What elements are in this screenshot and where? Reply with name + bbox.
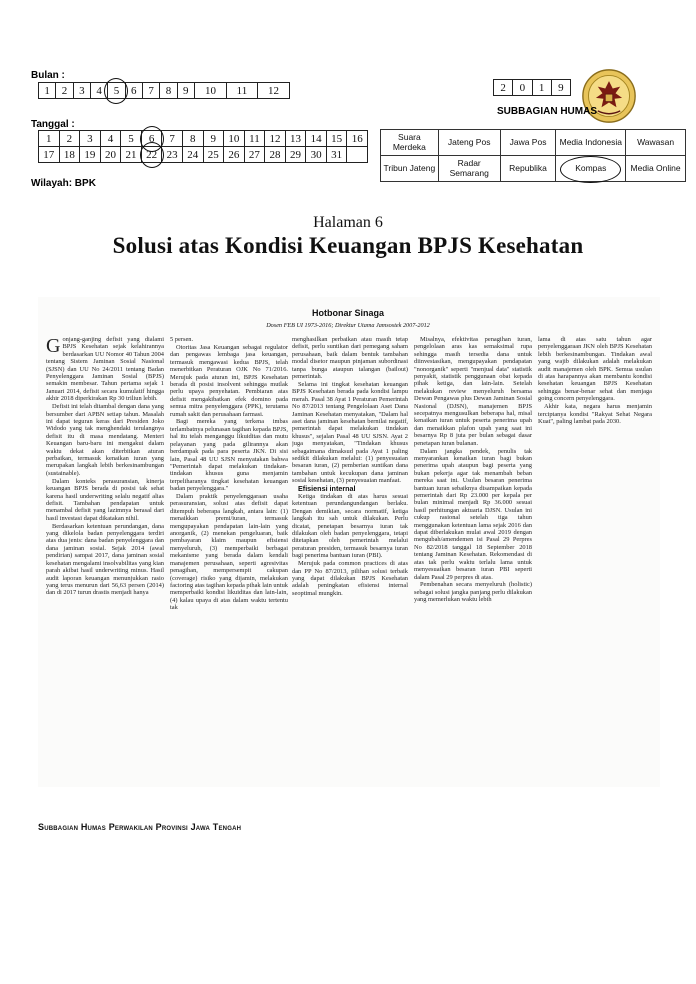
bulan-grid [38, 82, 290, 99]
grid-cell: 1 [39, 83, 56, 99]
grid-cell: 1 [39, 131, 60, 147]
year-digit: 9 [551, 80, 570, 96]
wilayah-label: Wilayah: BPK [31, 178, 96, 189]
grid-cell: 30 [306, 147, 327, 163]
grid-cell: 3 [73, 83, 90, 99]
paragraph: menghasilkan perbaikan atau masih tetap defisit, perlu suntikan dari pemegang saham perusahaan, baik dalam bentuk tambahan modal disetor maupun pinjaman subordinasi tanpa bunga ataupun talangan (bailout) pemerintah. [292, 336, 408, 381]
article-column-2 [170, 336, 288, 784]
grid-cell: 15 [326, 131, 347, 147]
grid-cell: 18 [59, 147, 80, 163]
grid-cell: 21 [121, 147, 142, 163]
media-table [380, 129, 686, 182]
footer-office: Subbagian Humas Perwakilan Provinsi Jawa Tengah [38, 822, 242, 832]
article-column-4 [414, 336, 532, 784]
grid-cell: 2 [59, 131, 80, 147]
tanggal-label: Tanggal : [31, 119, 75, 130]
paragraph: Berdasarkan ketentuan perundangan, dana yang dikelola badan penyelenggara terdiri atas dua jenis: dana badan penyelenggara dan dana jaminan sosial. Sejak 2014 (awal pendirian) sampai 2017, dana jaminan sosial kesehatan mengalami insolvabilitas yang kian parah akibat hasil underwriting minus. Hasil audit laporan keuangan menunjukkan rasio yang terus menurun dari 56,63 persen (2014) dan di 2017 turun drastis menjadi hanya [46, 522, 164, 597]
media-jawa-pos: Jawa Pos [500, 130, 556, 156]
paragraph: Misalnya, efektivitas penagihan iuran, pengelolaan aras kas semaksimal rupa sehingga masih tersedia dana untuk diinvestasikan, mengupayakan pendapatan "nonorganik" seperti "menjual data" statistik penyakit, statistik penggunaan obat kepada pihak ketiga, dan lain-lain. Setelah melakukan review menyeluruh bersama Dewan Pengawas plus Dewan Jaminan Sosial Nasional (DJSN), manajemen BPJS secepatnya mengusulkan beberapa hal, misal kenaikan iuran untuk peserta penerima upah dan menaikkan plafon upah yang saat ini besarnya Rp 8 juta per bulan sebagai dasar penetapan iuran bulanan. [414, 336, 532, 447]
author-name: Hotbonar Sinaga [311, 308, 384, 318]
grid-cell: 16 [347, 131, 368, 147]
section-subheading: Efisiensi internal [298, 484, 356, 494]
paragraph: Bagi mereka yang terkena imbas terlambatnya pelunasan tagihan kepada BPJS, hal itu telah menganggu likuiditas dan mutu pelayanan yang pada gilirannya akan berdampak pada para peserta JKN. Di sisi lain, Pasal 48 UU SJSN menyatakan bahwa "Pemerintah dapat melakukan tindakan-tindakan khusus guna menjamin terpeliharanya tingkat kesehatan keuangan badan penyelenggara." [170, 418, 288, 493]
article-column-3 [292, 336, 408, 784]
grid-cell: 12 [265, 131, 286, 147]
grid-cell: 8 [182, 131, 203, 147]
grid-cell: 28 [265, 147, 286, 163]
grid-cell [347, 147, 368, 163]
paragraph: Dalam jangka pendek, penulis tak menyarankan kenaikan iuran bagi bukan penerima upah ataupun bagi peserta yang bukan pekerja agar tak menambah beban mereka saat ini. Usulan besaran penerima bantuan iuran sebaiknya disampaikan kepada pemerintah dari Rp 23.000 per kepala per bulan minimal menjadi Rp 36.000 sesuai hasil perhitungan aktuaria DJSN. Usulan ini cukup rasional setelah tiga tahun menggunakan ketentuan lama sejak 2016 dan dapat diberlakukan mulai awal 2019 dengan mengubah/amendemen isi Pasal 29 Perpres No 82/2018 tanggal 18 September 2018 tentang Jaminan Kesehatan. Rekomendasi di atas tak perlu waktu terlalu lama untuk menyesuaikan besaran iuran PBI seperti dalam Pasal 29 perpres di atas. [414, 447, 532, 581]
grid-cell: 10 [224, 131, 245, 147]
article-column-5 [538, 336, 652, 536]
media-kompas: Kompas [556, 156, 626, 182]
grid-cell: 6 [125, 83, 142, 99]
grid-cell: 4 [100, 131, 121, 147]
paragraph: 5 persen. [170, 336, 194, 343]
grid-cell: 23 [162, 147, 183, 163]
paragraph: Gonjang-ganjing defisit yang dialami BPJS Kesehatan sejak kelahirannya berdasarkan UU Nomor 40 Tahun 2004 tentang Sistem Jaminan Sosial Nasional (SJSN) dan UU No 24/2011 tentang Badan Penyelenggara Jaminan Sosial (BPJS) semakin membesar. Tahun pertama sejak 1 Januari 2014, defisit secara kumulatif hingga akhir 2018 diperkirakan Rp 30 triliun lebih. [46, 336, 164, 403]
garuda-emblem-icon [581, 68, 637, 129]
paragraph: Otoritas Jasa Keuangan sebagai regulator dan pengawas lembaga jasa keuangan, termasuk mengawasi kedua BPJS, telah menerbitkan Peraturan OJK No 71/2016. Merujuk pada aturan ini, BPJS Kesehatan berada di posisi insolvent sehingga mutlak perlu upaya penyehatan. Pembiaran atas defisit mengakibatkan efek domino pada semua mitra penyelenggara (PPK), terutama rumah sakit dan perusahaan farmasi. [170, 343, 288, 418]
year-digit: 1 [532, 80, 551, 96]
grid-cell: 25 [203, 147, 224, 163]
media-media-online: Media Online [626, 156, 686, 182]
article-column-1 [46, 336, 164, 784]
grid-cell: 27 [244, 147, 265, 163]
grid-cell: 26 [224, 147, 245, 163]
paragraph: Ketiga tindakan di atas harus sesuai ketentuan perundangundangan berlaku. Dengan demikian, secara normatif, ketiga langkah itu sah untuk dilakukan. Perlu dicatat, penetapan besarnya iuran tak dilakukan oleh badan penyelenggara, tetapi ditetapkan oleh pemerintah melalui peraturan presiden, termasuk besarnya iuran bagi penerima bantuan iuran (PBI). [292, 493, 408, 560]
headline: Solusi atas Kondisi Keuangan BPJS Kesehatan [112, 233, 584, 258]
page-number: Halaman 6 [313, 214, 383, 231]
grid-cell: 11 [244, 131, 265, 147]
paragraph: Pembenahan secara menyeluruh (holistic) sebagai solusi jangka panjang perlu dilakukan yang memerlukan waktu lebih [414, 581, 532, 604]
grid-cell: 29 [285, 147, 306, 163]
subbagian-title: SUBBAGIAN HUMAS [497, 106, 597, 117]
grid-cell: 31 [326, 147, 347, 163]
grid-cell: 2 [56, 83, 73, 99]
grid-cell: 4 [90, 83, 107, 99]
year-box [493, 79, 571, 96]
author-description: Dosen FEB UI 1973-2016; Direktur Utama Jamsostek 2007-2012 [266, 322, 430, 329]
paragraph: Akhir kata, negara harus menjamin terciptanya kondisi "Rakyat Sehat Negara Kuat", paling lambat pada 2030. [538, 403, 652, 425]
grid-cell: 9 [177, 83, 194, 99]
bulan-label: Bulan : [31, 70, 65, 81]
media-radar-semarang: Radar Semarang [438, 156, 500, 182]
media-suara-merdeka: Suara Merdeka [381, 130, 439, 156]
grid-cell: 19 [80, 147, 101, 163]
grid-cell: 13 [285, 131, 306, 147]
grid-cell: 12 [257, 83, 289, 99]
tanggal-grid [38, 130, 368, 163]
grid-cell: 7 [142, 83, 159, 99]
grid-cell: 20 [100, 147, 121, 163]
paragraph: Dalam konteks perasuransian, kinerja keuangan BPJS berada di posisi tak sehat karena hasil underwriting selalu negatif alias defisit. Tambahan pendapatan untuk menambal defisit yang lazimnya berasal dari hasil investasi dapat dikatakan nihil. [46, 477, 164, 522]
grid-cell: 11 [226, 83, 257, 99]
paragraph: Defisit ini telah ditambal dengan dana yang bersumber dari APBN setiap tahun. Masalah ini dapat teguran keras dari Presiden Joko Widodo yang tak menghendaki terulangnya defisit itu di masa mendatang. Menteri Keuangan baru-baru ini mengakui dalam waktu dekat akan diterbitkan aturan perbaikan, termasuk kenaikan iuran yang merupakan langkah lebih berkesinambungan (sustainable). [46, 403, 164, 477]
dropcap: G [46, 336, 61, 357]
grid-cell: 9 [203, 131, 224, 147]
year-digit: 0 [513, 80, 532, 96]
paragraph: Dalam praktik penyelenggaraan usaha perasuransian, solusi atas defisit dapat ditempuh beberapa langkah, antara lain: (1) menaikkan premi/iuran, termasuk mengupayakan pendapatan lain-lain yang anorganik, (2) menekan pengeluaran, baik pembayaran klaim maupun efisiensi menyeluruh, (3) memperbaiki berbagai mekanisme yang berada dalam kendali manajemen perusahaan, seperti agresivitas penagihan, mempersempit cakupan (coverage) risiko yang dijamin, melakukan factoring atas tagihan kepada pihak lain untuk memperbaiki kondisi likuiditas dan lain-lain, (4) kalau upaya di atas dalam waktu tertentu tak [170, 493, 288, 612]
media-tribun-jateng: Tribun Jateng [381, 156, 439, 182]
paragraph: Merujuk pada common practices di atas dan PP No 87/2013, pilihan solusi terbaik yang dapat dilakukan BPJS Kesehatan adalah peningkatan efisiensi internal seoptimal mungkin. [292, 560, 408, 597]
grid-cell: 14 [306, 131, 327, 147]
grid-cell: 5 [108, 83, 125, 99]
grid-cell: 24 [182, 147, 203, 163]
grid-cell: 17 [39, 147, 60, 163]
media-wawasan: Wawasan [626, 130, 686, 156]
grid-cell: 22 [141, 147, 162, 163]
paragraph: Selama ini tingkat kesehatan keuangan BPJS Kesehatan berada pada kondisi lampu merah. Pasal 38 Ayat 1 Peraturan Pemerintah No 87/2013 tentang Pengelolaan Aset Dana Jaminan Kesehatan menyatakan, "Dalam hal aset dana jaminan kesehatan bernilai negatif, pemerintah dapat melakukan tindakan khusus", sejalan Pasal 48 UU SJSN. Ayat 2 juga menyatakan, "Tindakan khusus sebagaimana dimaksud pada Ayat 1 paling sedikit dilakukan melalui: (1) penyesuaian besaran iuran, (2) pemberian suntikan dana tambahan untuk kecukupan dana jaminan sosial kesehatan, (3) penyesuaian manfaat. [292, 380, 408, 485]
grid-cell: 10 [194, 83, 226, 99]
media-republika: Republika [500, 156, 556, 182]
paragraph: lama di atas satu tahun agar penyelenggaraan JKN oleh BPJS Kesehatan lebih berkesinambungan. Tindakan awal yang wajib dilakukan adalah melakukan audit manajemen oleh BPK. Semua usulan di atas harapannya akan membantu kondisi kesehatan keuangan BPJS Kesehatan sehingga benar-benar sehat dan menjaga going concern penyelenggara. [538, 336, 652, 403]
media-media-indonesia: Media Indonesia [556, 130, 626, 156]
grid-cell: 8 [160, 83, 177, 99]
media-jateng-pos: Jateng Pos [438, 130, 500, 156]
grid-cell: 5 [121, 131, 142, 147]
grid-cell: 6 [141, 131, 162, 147]
grid-cell: 3 [80, 131, 101, 147]
year-digit: 2 [494, 80, 513, 96]
grid-cell: 7 [162, 131, 183, 147]
